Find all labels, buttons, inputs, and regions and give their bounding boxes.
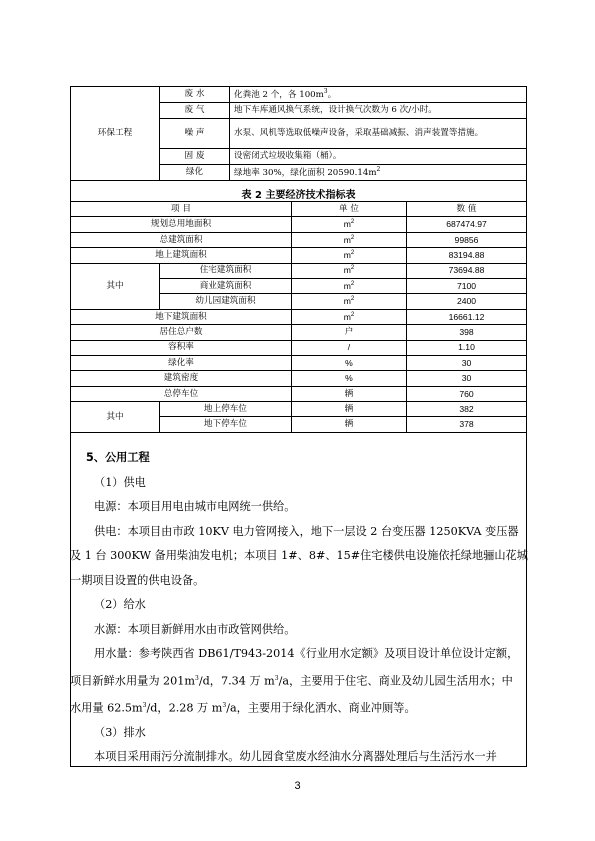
cell-unit: $m^2$: [292, 294, 407, 309]
table-header-row: [71, 202, 527, 217]
cell-item: 总停车位: [71, 386, 292, 401]
cell-value: 30: [407, 355, 527, 370]
table-row: [71, 340, 527, 355]
paragraph-line: 一期项目设置的供电设备。: [70, 573, 205, 587]
env-desc: 化粪池 2 个，各 $100m^3$。: [230, 87, 527, 103]
env-desc: 设密闭式垃圾收集箱（桶）。: [230, 149, 527, 165]
paragraph-line: 水用量 $62.5m^3/d$，2.28 万 $m^3/a$，主要用于绿化洒水、商业冲厕等。: [70, 701, 416, 715]
cell-value: 83194.88: [407, 248, 527, 263]
cell-value: 1.10: [407, 340, 527, 355]
cell-value: 378: [407, 417, 527, 432]
cell-item: 总建筑面积: [71, 232, 292, 247]
env-desc: 地下车库通风换气系统，设计换气次数为 6 次/小时。: [230, 103, 527, 119]
cell-unit: $m^2$: [292, 232, 407, 247]
cell-item: 容积率: [71, 340, 292, 355]
paragraph-line: 项目新鲜水用量为 $201m^3/d$，7.34 万 $m^3/a$，主要用于住宅、商业及幼儿园生活用水；中: [70, 674, 513, 688]
env-item: 废 气: [160, 103, 230, 119]
cell-value: 398: [407, 325, 527, 340]
env-desc: 绿地率 30%，绿化面积 $20590.14m^2$: [230, 165, 527, 181]
cell-value: 16661.12: [407, 309, 527, 324]
cell-item: 幼儿园建筑面积: [160, 294, 292, 309]
cell-unit: $m^2$: [292, 263, 407, 278]
page-number: 3: [294, 780, 301, 792]
table-row: [71, 386, 527, 401]
cell-unit: 户: [292, 325, 407, 340]
cell-unit: $m^2$: [292, 309, 407, 324]
cell-unit: %: [292, 355, 407, 370]
economic-indicators-table: [70, 201, 527, 433]
table-row: [71, 402, 527, 417]
cell-value: 382: [407, 402, 527, 417]
header-unit: 单 位: [292, 202, 407, 217]
env-item: 废 水: [160, 87, 230, 103]
table-row: [71, 217, 527, 232]
subheading: （1）供电: [94, 475, 146, 489]
cell-unit: 辆: [292, 417, 407, 432]
paragraph-line: 供电：本项目由市政 10KV 电力管网接入，地下一层设 2 台变压器 1250KVA 变压器: [94, 524, 519, 538]
table-row: [71, 248, 527, 263]
group-label: 其中: [71, 402, 160, 433]
cell-unit: %: [292, 371, 407, 386]
cell-item: 绿化率: [71, 355, 292, 370]
cell-item: 规划总用地面积: [71, 217, 292, 232]
table-row: [71, 309, 527, 324]
header-item: 项 目: [71, 202, 292, 217]
cell-item: 居住总户数: [71, 325, 292, 340]
cell-item: 地上建筑面积: [71, 248, 292, 263]
table2-caption: 表 2 主要经济技术指标表: [241, 190, 356, 201]
table-row: [71, 263, 527, 278]
cell-unit: $m^2$: [292, 217, 407, 232]
cell-value: 687474.97: [407, 217, 527, 232]
env-item: 固 废: [160, 149, 230, 165]
cell-item: 住宅建筑面积: [160, 263, 292, 278]
cell-item: 地下停车位: [160, 417, 292, 432]
header-value: 数 值: [407, 202, 527, 217]
cell-value: 30: [407, 371, 527, 386]
cell-unit: /: [292, 340, 407, 355]
env-category-cell: 环保工程: [71, 87, 160, 181]
subheading: （3）排水: [94, 725, 146, 739]
section-heading: 5、公用工程: [86, 451, 150, 464]
paragraph-line: 及 1 台 300KW 备用柴油发电机；本项目 1#、8#、15#住宅楼供电设施依托绿地骊山花城: [70, 549, 528, 562]
paragraph-line: 本项目采用雨污分流制排水。幼儿园食堂废水经油水分离器处理后与生活污水一并: [94, 750, 497, 764]
cell-item: 商业建筑面积: [160, 278, 292, 293]
paragraph-line: 用水量：参考陕西省 DB61/T943-2014《行业用水定额》及项目设计单位设计定额，: [94, 647, 519, 660]
subheading: （2）给水: [94, 598, 146, 611]
cell-unit: 辆: [292, 386, 407, 401]
cell-unit: 辆: [292, 402, 407, 417]
cell-unit: $m^2$: [292, 278, 407, 293]
body-text: [70, 446, 528, 770]
env-desc: 水泵、风机等选取低噪声设备，采取基础减振、消声装置等措施。: [230, 119, 527, 149]
table-row: [71, 371, 527, 386]
cell-value: 99856: [407, 232, 527, 247]
cell-unit: $m^2$: [292, 248, 407, 263]
env-item: 噪 声: [160, 119, 230, 149]
env-item: 绿化: [160, 165, 230, 181]
table-row: [71, 87, 527, 103]
cell-value: 7100: [407, 278, 527, 293]
cell-value: 760: [407, 386, 527, 401]
cell-value: 2400: [407, 294, 527, 309]
group-label: 其中: [71, 263, 160, 309]
cell-item: 地上停车位: [160, 402, 292, 417]
cell-value: 73694.88: [407, 263, 527, 278]
table-row: [71, 232, 527, 247]
env-protection-table: [70, 86, 527, 181]
table-row: [71, 355, 527, 370]
cell-item: 地下建筑面积: [71, 309, 292, 324]
paragraph: 电源：本项目用电由城市电网统一供给。: [94, 500, 296, 513]
cell-item: 建筑密度: [71, 371, 292, 386]
paragraph: 水源：本项目新鲜用水由市政管网供给。: [94, 622, 296, 636]
table-row: [71, 325, 527, 340]
